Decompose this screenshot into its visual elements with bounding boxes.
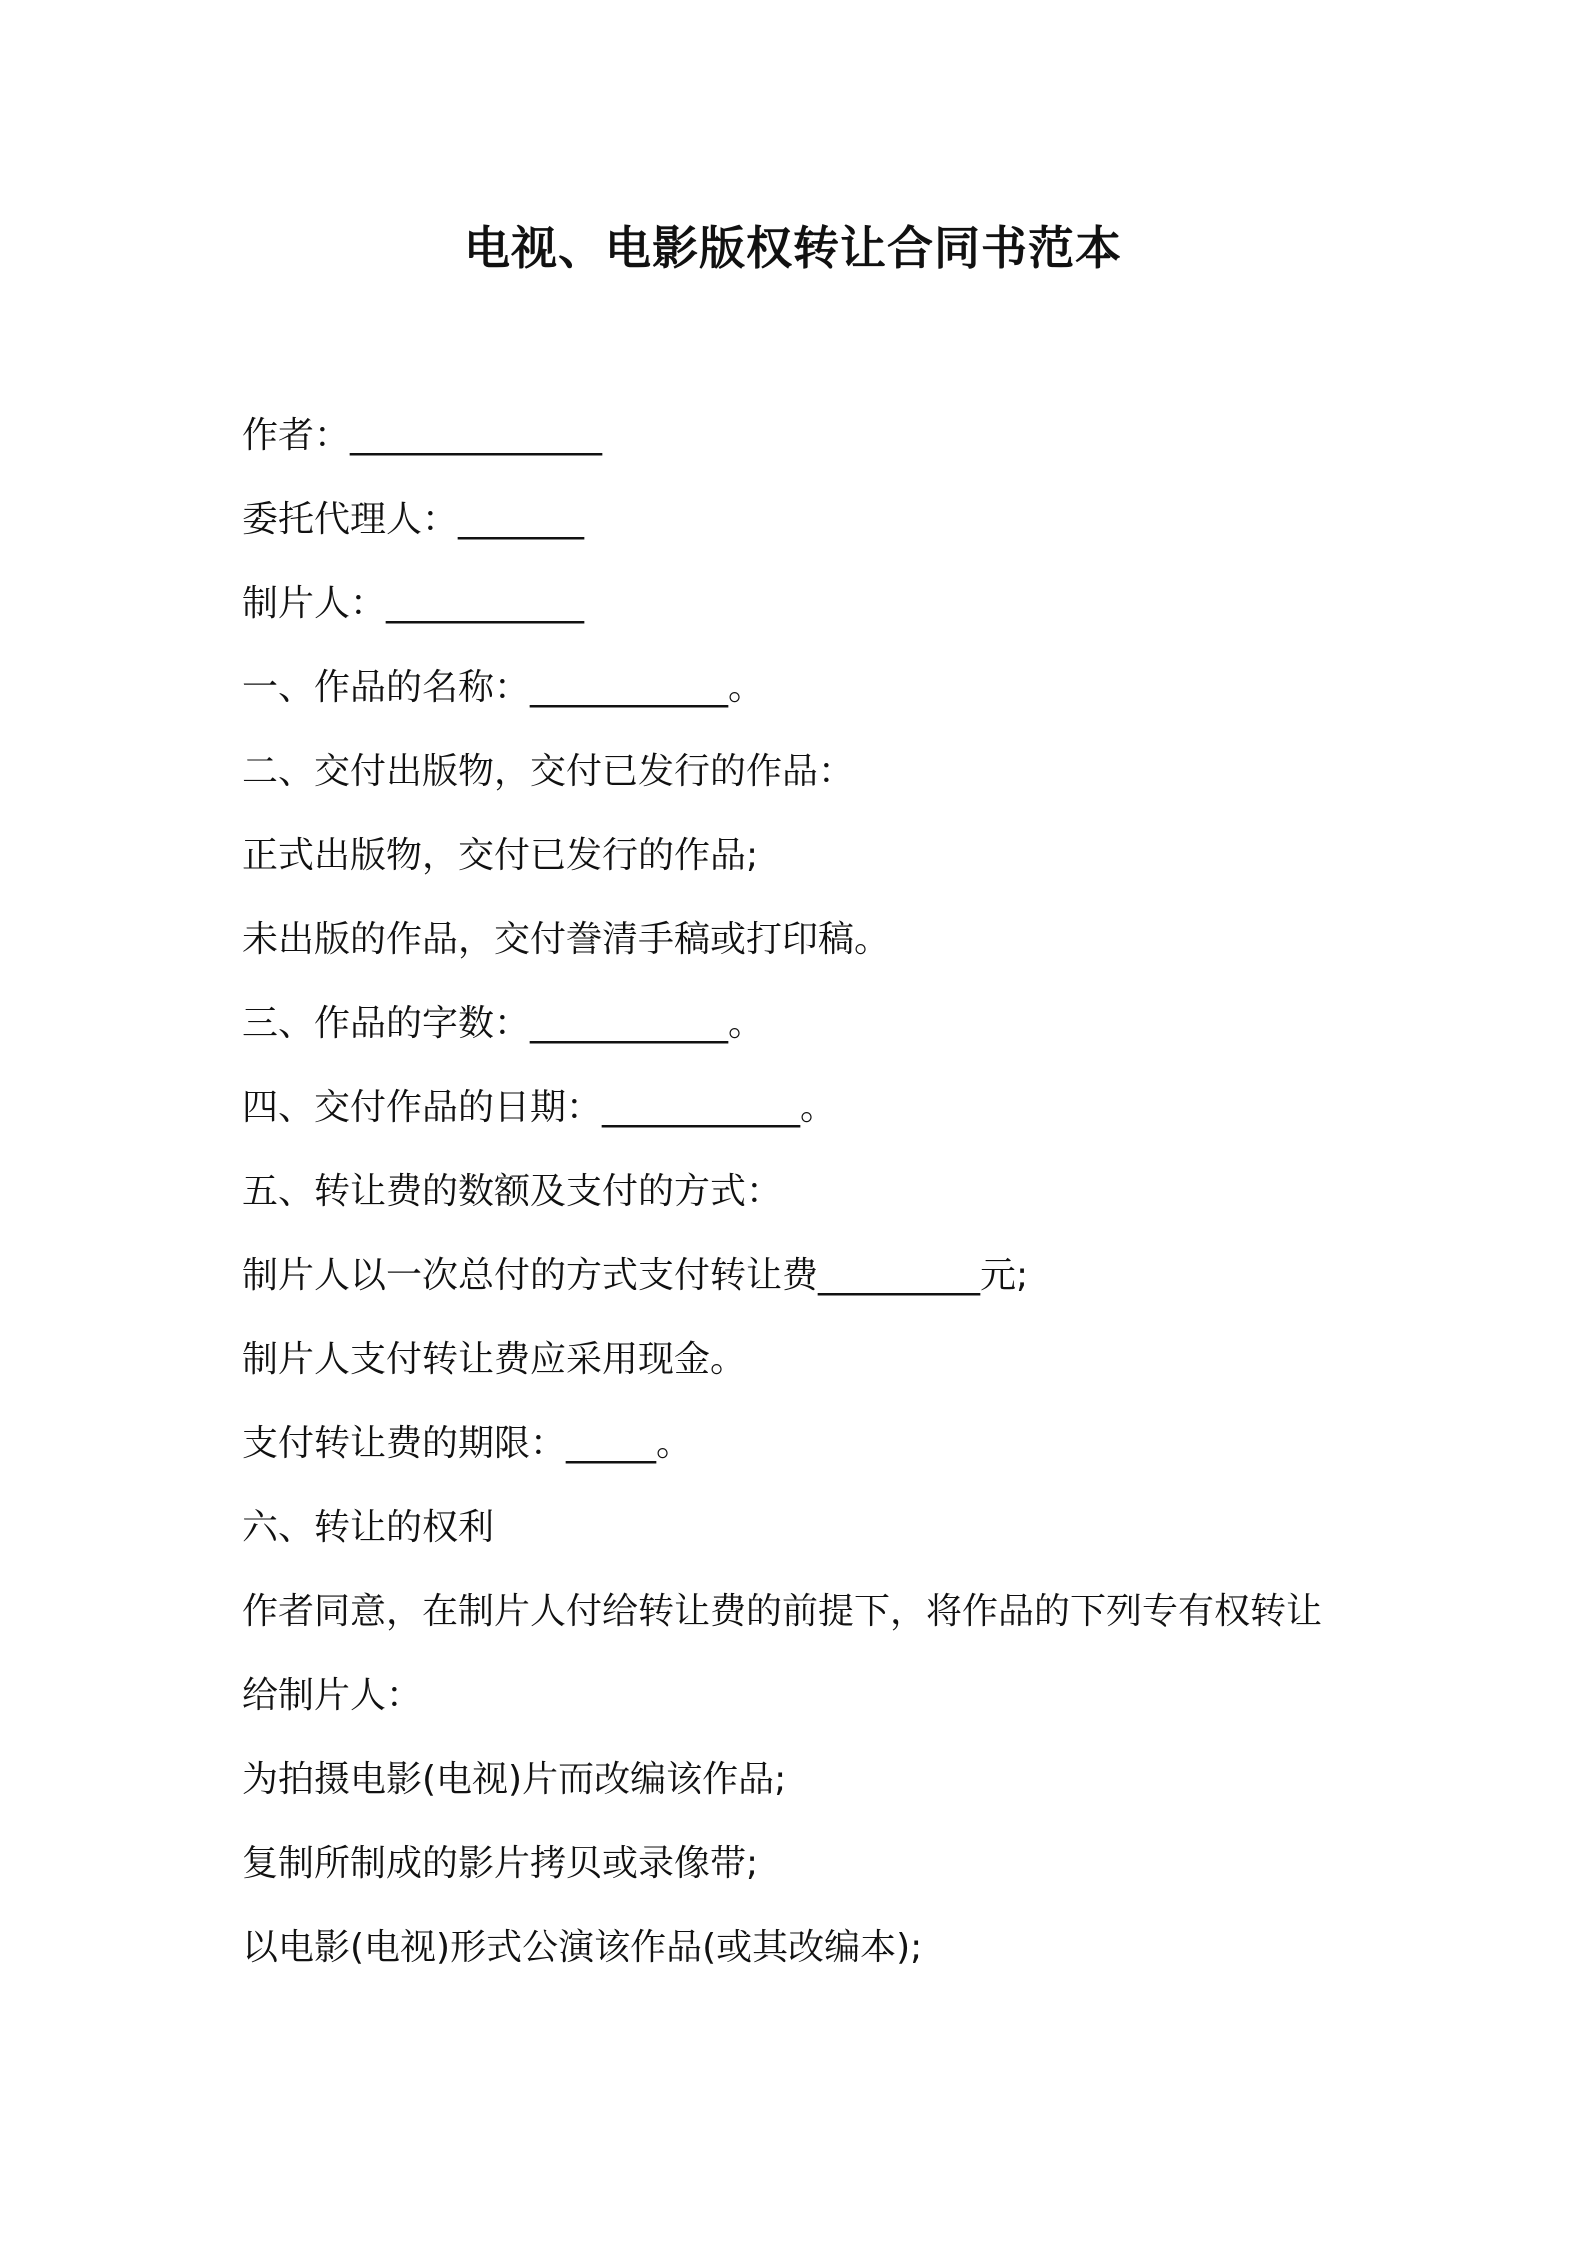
clause-5-payment-deadline: 支付转让费的期限：_____。 bbox=[242, 1423, 693, 1464]
document-body bbox=[242, 408, 1392, 2004]
clause-6-rights-heading: 六、转让的权利 bbox=[242, 1507, 495, 1548]
clause-5-cash-payment: 制片人支付转让费应采用现金。 bbox=[242, 1339, 747, 1380]
producer-line: 制片人：___________ bbox=[242, 583, 585, 624]
clause-6-grant-text-cont: 给制片人： bbox=[242, 1675, 423, 1716]
author-line: 作者：______________ bbox=[242, 415, 603, 456]
clause-6-adaptation-right: 为拍摄电影(电视)片而改编该作品; bbox=[242, 1759, 787, 1800]
clause-6-performance-right: 以电影(电视)形式公演该作品(或其改编本); bbox=[242, 1927, 923, 1968]
clause-2-unpublished-item: 未出版的作品，交付誊清手稿或打印稿。 bbox=[242, 919, 891, 960]
clause-1-work-name: 一、作品的名称：___________。 bbox=[242, 667, 765, 708]
clause-5-fee-heading: 五、转让费的数额及支付的方式： bbox=[242, 1171, 783, 1212]
clause-3-word-count: 三、作品的字数：___________。 bbox=[242, 1003, 765, 1044]
clause-4-delivery-date: 四、交付作品的日期：___________。 bbox=[242, 1087, 837, 1128]
clause-5-lump-sum: 制片人以一次总付的方式支付转让费_________元; bbox=[242, 1255, 1029, 1296]
clause-2-published-item: 正式出版物，交付已发行的作品; bbox=[242, 835, 759, 876]
clause-6-grant-text: 作者同意，在制片人付给转让费的前提下，将作品的下列专有权转让 bbox=[242, 1591, 1323, 1632]
clause-6-copy-right: 复制所制成的影片拷贝或录像带; bbox=[242, 1843, 759, 1884]
document-title: 电视、电影版权转让合同书范本 bbox=[464, 221, 1122, 275]
agent-line: 委托代理人：_______ bbox=[242, 499, 585, 540]
clause-2-delivery-heading: 二、交付出版物，交付已发行的作品： bbox=[242, 751, 855, 792]
